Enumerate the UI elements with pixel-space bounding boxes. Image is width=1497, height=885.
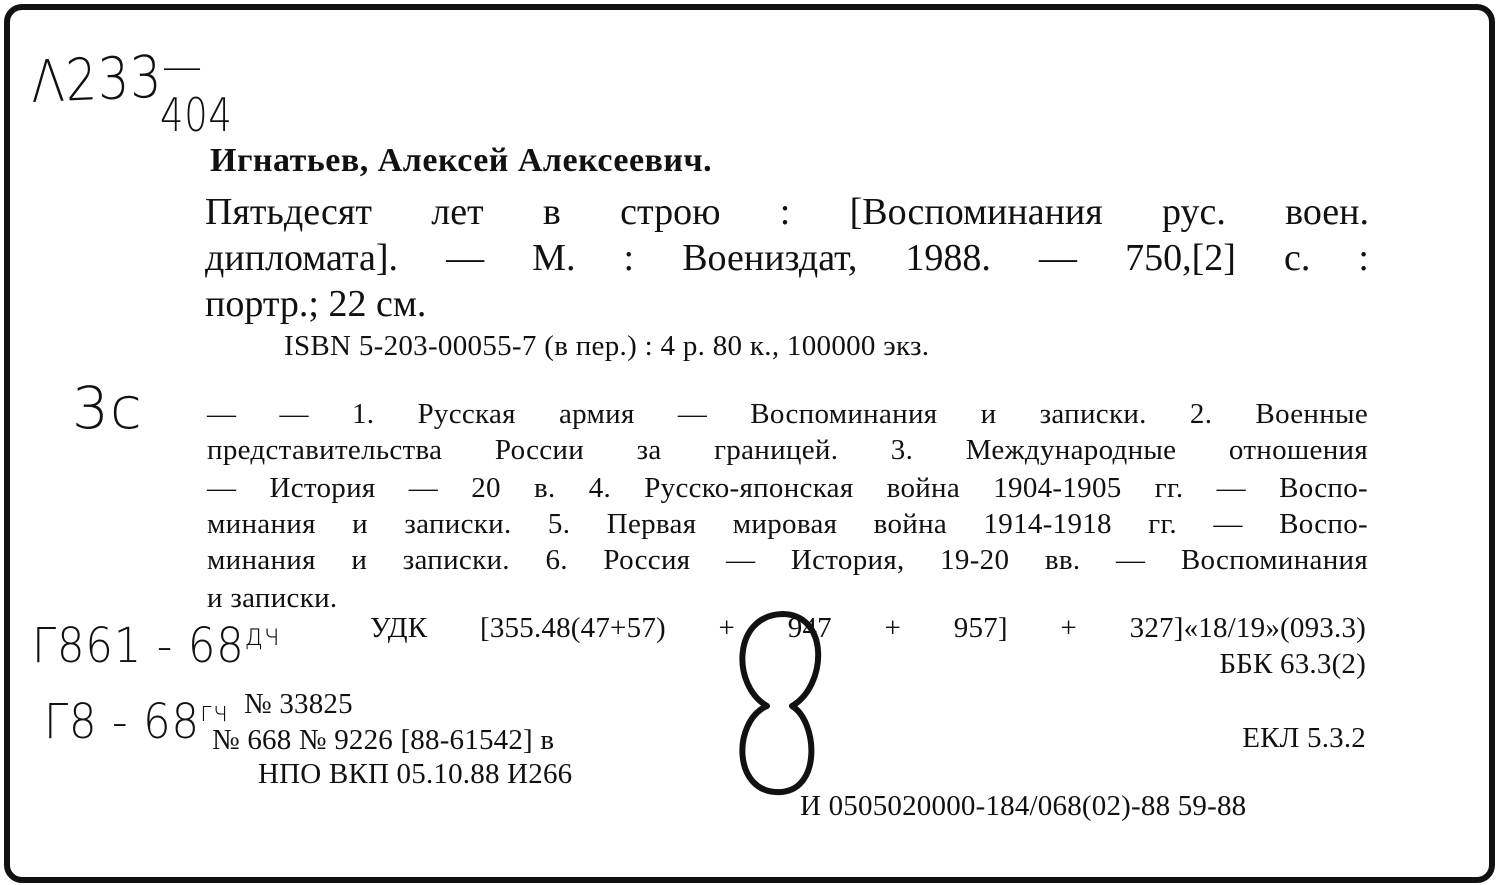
handwritten-fraction-bar: — bbox=[162, 44, 203, 90]
handwritten-figure-eight-mark bbox=[712, 606, 852, 806]
title-line-2: дипломата]. — М. : Воениздат, 1988. — 750,[2] с. : bbox=[205, 237, 1369, 279]
subject-line-6: и записки. bbox=[207, 582, 338, 614]
subject-line-2: представительства России за границей. 3. Международные отношения bbox=[207, 434, 1368, 466]
handwritten-code-2-main: Γ8 - 68 bbox=[44, 694, 200, 750]
handwritten-code-2 bbox=[44, 694, 229, 750]
index-code: И 0505020000-184/068(02)-88 59-88 bbox=[800, 790, 1247, 822]
author-heading: Игнатьев, Алексей Алексеевич. bbox=[210, 142, 713, 179]
handwritten-code-2-sup: гч bbox=[199, 695, 229, 728]
npo-vkp-line: НПО ВКП 05.10.88 И266 bbox=[258, 758, 573, 790]
title-line-1: Пятьдесят лет в строю : [Воспоминания рус. воен. bbox=[205, 191, 1369, 233]
bbk-code: ББК 63.3(2) bbox=[1219, 648, 1366, 680]
handwritten-code-1-sup: дч bbox=[244, 618, 281, 653]
handwritten-fraction-denominator: 404 bbox=[160, 88, 233, 142]
handwritten-classification-mark: 3c bbox=[72, 374, 143, 442]
handwritten-code-1-main: Γ861 - 68 bbox=[32, 618, 245, 674]
title-line-3: портр.; 22 см. bbox=[205, 283, 427, 325]
subject-line-3: — История — 20 в. 4. Русско-японская война 1904-1905 гг. — Воспо- bbox=[207, 472, 1368, 504]
order-numbers: № 668 № 9226 [88-61542] в bbox=[212, 724, 555, 756]
udk-code: УДК [355.48(47+57) + 947 + 957] + 327]«18/19»(093.3) bbox=[370, 612, 1366, 644]
handwritten-call-number: Λ233 bbox=[30, 42, 164, 116]
subject-line-4: минания и записки. 5. Первая мировая война 1914-1918 гг. — Воспо- bbox=[207, 508, 1368, 540]
record-number: № 33825 bbox=[244, 688, 353, 720]
handwritten-code-1 bbox=[32, 618, 281, 674]
isbn-line: ISBN 5-203-00055-7 (в пер.) : 4 р. 80 к., 100000 экз. bbox=[284, 330, 930, 362]
subject-line-5: минания и записки. 6. Россия — История, 19-20 вв. — Воспоминания bbox=[207, 544, 1368, 576]
ekl-code: ЕКЛ 5.3.2 bbox=[1242, 722, 1366, 754]
subject-line-1: — — 1. Русская армия — Воспоминания и записки. 2. Военные bbox=[207, 398, 1368, 430]
